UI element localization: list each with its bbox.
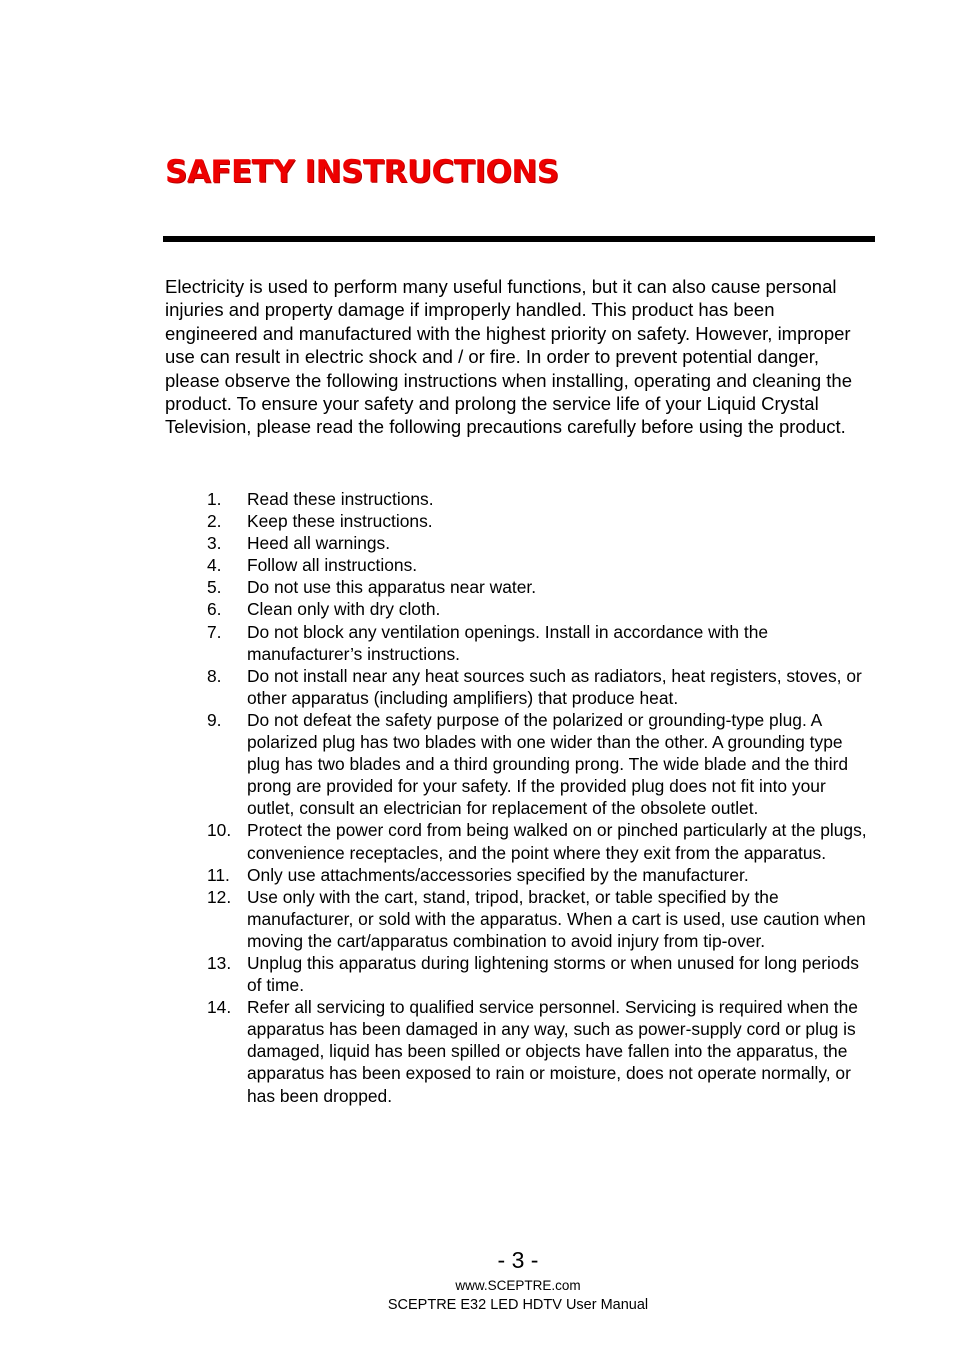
list-item — [207, 598, 871, 620]
item-text: Only use attachments/accessories specified by the manufacturer. — [247, 864, 749, 885]
footer-website: www.SCEPTRE.com — [455, 1278, 581, 1293]
item-text: Refer all servicing to qualified service personnel. Servicing is required when the apparatus has been damaged in any way, such as power-supply cord or plug is damaged, liquid has been spilled or objects have fallen into the apparatus, the apparatus has been exposed to rain or moisture, does not operate normally, or has been dropped. — [247, 997, 858, 1106]
item-text: Read these instructions. — [247, 489, 434, 509]
list-item — [207, 665, 871, 709]
list-item — [207, 621, 871, 665]
item-number: 9. — [207, 709, 222, 730]
list-item — [207, 886, 871, 952]
item-text: Use only with the cart, stand, tripod, bracket, or table specified by the manufacturer, or sold with the apparatus. When a cart is used, use caution when moving the cart/apparatus combination to avoid injury from tip-over. — [247, 886, 866, 951]
item-number: 14. — [207, 997, 232, 1018]
list-item — [207, 488, 871, 510]
item-number: 3. — [207, 533, 222, 554]
footer-manual-title: SCEPTRE E32 LED HDTV User Manual — [387, 1297, 649, 1313]
item-text: Keep these instructions. — [247, 511, 433, 532]
item-text: Do not use this apparatus near water. — [247, 577, 537, 598]
page-title: SAFETY INSTRUCTIONS — [165, 154, 559, 190]
item-text: Heed all warnings. — [247, 533, 391, 554]
item-text: Clean only with dry cloth. — [247, 599, 441, 620]
item-text: Do not install near any heat sources such as radiators, heat registers, stoves, or other apparatus (including amplifiers) that produce heat. — [247, 665, 862, 708]
list-item — [207, 709, 871, 819]
item-text: Do not defeat the safety purpose of the polarized or grounding-type plug. A polarized plug has two blades with one wider than the other. A grounding type plug has two blades and a third grounding prong. The wide blade and the third prong are provided for your safety. If the provided plug does not fit into your outlet, consult an electrician for replacement of the obsolete outlet. — [247, 709, 849, 819]
item-number: 12. — [207, 886, 232, 907]
instructions-list — [207, 488, 871, 1107]
list-item — [207, 510, 871, 532]
item-number: 5. — [207, 577, 222, 598]
item-text: Follow all instructions. — [247, 555, 418, 576]
item-text: Unplug this apparatus during lightening storms or when unused for long periods of time. — [247, 952, 859, 996]
list-item — [207, 576, 871, 598]
list-item — [207, 819, 871, 863]
intro-paragraph: Electricity is used to perform many useful functions, but it can also cause personal injuries and property damage if improperly handled. This product has been engineered and manufactured with the highest priority on safety. However, improper use can result in electric shock and / or fire. In order to prevent potential danger, please observe the following instructions when installing, operating and cleaning the product. To ensure your safety and prolong the service life of your Liquid Crystal Television, please read the following precautions carefully before using the product. — [165, 276, 852, 438]
list-item — [207, 554, 871, 576]
list-item — [207, 952, 871, 996]
list-item — [207, 532, 871, 554]
item-number: 4. — [207, 555, 222, 576]
item-text: Do not block any ventilation openings. Install in accordance with the manufacturer’s instructions. — [247, 621, 769, 664]
item-number: 11. — [207, 864, 230, 885]
list-item — [207, 864, 871, 886]
page-number: - 3 - — [497, 1247, 539, 1273]
item-text: Protect the power cord from being walked on or pinched particularly at the plugs, convenience receptacles, and the point where they exit from the apparatus. — [247, 820, 867, 863]
item-number: 7. — [207, 621, 222, 642]
item-number: 2. — [207, 511, 222, 532]
item-number: 10. — [207, 820, 232, 841]
title-divider — [163, 236, 875, 242]
item-number: 1. — [207, 489, 222, 509]
item-number: 6. — [207, 599, 222, 620]
item-number: 8. — [207, 665, 222, 686]
item-number: 13. — [207, 952, 232, 973]
list-item — [207, 996, 871, 1106]
